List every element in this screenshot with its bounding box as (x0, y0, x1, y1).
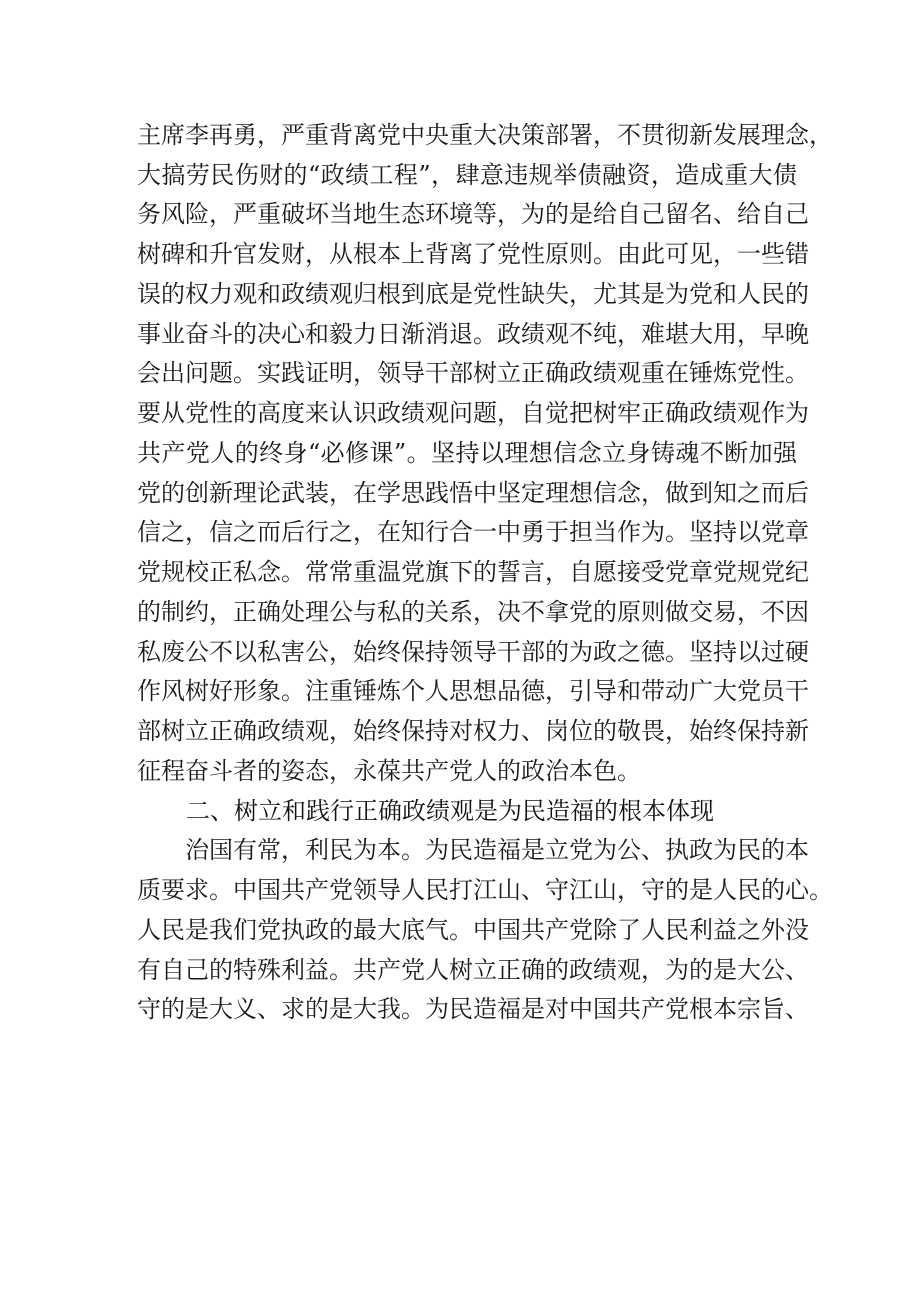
text-line: 误的权力观和政绩观归根到底是党性缺失，尤其是为党和人民的 (137, 280, 809, 308)
section-heading: 二、树立和践行正确政绩观是为民造福的根本体现 (186, 797, 714, 825)
text-line: 主席李再勇，严重背离党中央重大决策部署，不贯彻新发展理念， (137, 121, 833, 149)
text-line: 党规校正私念。常常重温党旗下的誓言，自愿接受党章党规党纪 (137, 558, 809, 586)
text-line: 的制约，正确处理公与私的关系，决不拿党的原则做交易，不因 (137, 598, 809, 626)
text-line: 事业奋斗的决心和毅力日渐消退。政绩观不纯，难堪大用，早晚 (137, 320, 809, 348)
text-line: 共产党人的终身“必修课”。坚持以理想信念立身铸魂不断加强 (137, 439, 797, 467)
text-line: 务风险，严重破坏当地生态环境等，为的是给自己留名、给自己 (137, 200, 809, 228)
text-line: 质要求。中国共产党领导人民打江山、守江山，守的是人民的心。 (137, 876, 833, 904)
text-line: 作风树好形象。注重锤炼个人思想品德，引导和带动广大党员干 (137, 677, 809, 705)
text-line: 会出问题。实践证明，领导干部树立正确政绩观重在锤炼党性。 (137, 359, 809, 387)
text-line: 治国有常，利民为本。为民造福是立党为公、执政为民的本 (137, 836, 809, 864)
text-line: 守的是大义、求的是大我。为民造福是对中国共产党根本宗旨、 (137, 995, 809, 1023)
text-line: 要从党性的高度来认识政绩观问题，自觉把树牢正确政绩观作为 (137, 399, 809, 427)
text-line: 征程奋斗者的姿态，永葆共产党人的政治本色。 (137, 757, 641, 785)
text-line: 私废公不以私害公，始终保持领导干部的为政之德。坚持以过硬 (137, 638, 809, 666)
text-line: 人民是我们党执政的最大底气。中国共产党除了人民利益之外没 (137, 916, 809, 944)
text-line: 大搞劳民伤财的“政绩工程”，肆意违规举债融资，造成重大债 (137, 161, 797, 189)
text-line: 党的创新理论武装，在学思践悟中坚定理想信念，做到知之而后 (137, 479, 809, 507)
text-line: 部树立正确政绩观，始终保持对权力、岗位的敬畏，始终保持新 (137, 717, 809, 745)
text-line: 树碑和升官发财，从根本上背离了党性原则。由此可见，一些错 (137, 240, 809, 268)
text-line: 信之，信之而后行之，在知行合一中勇于担当作为。坚持以党章 (137, 518, 809, 546)
text-line: 有自己的特殊利益。共产党人树立正确的政绩观，为的是大公、 (137, 956, 809, 984)
